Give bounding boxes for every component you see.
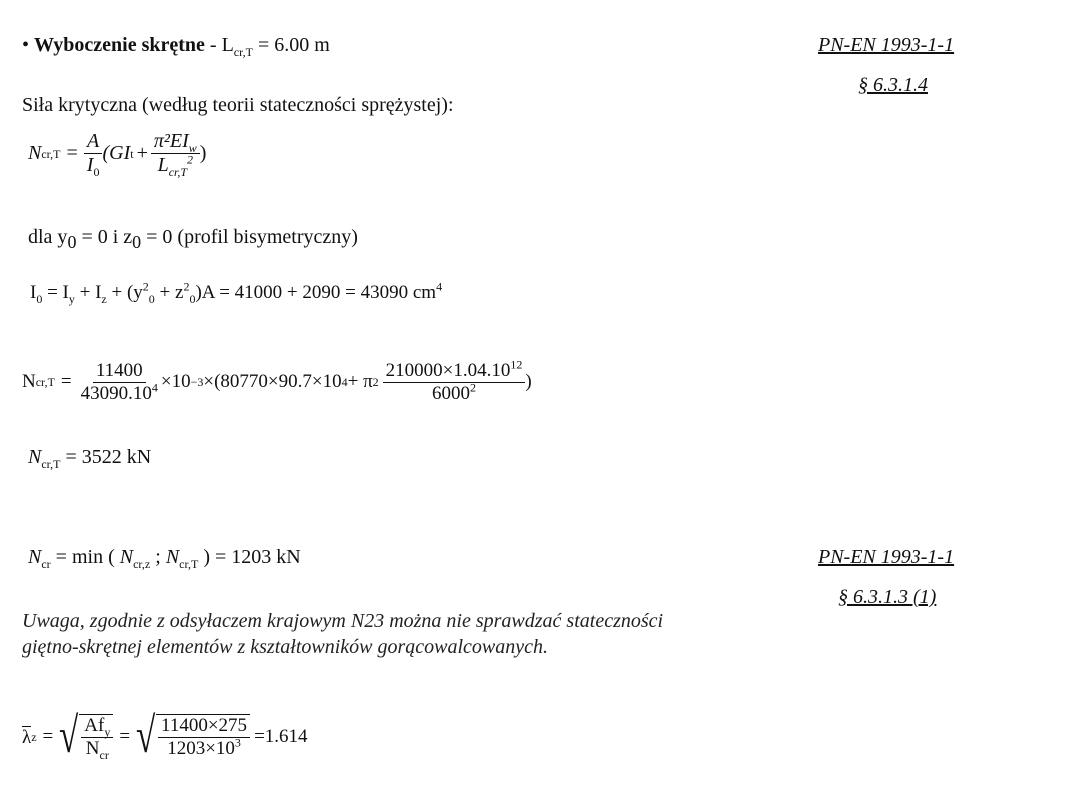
lambda-num-1-sub: y (104, 724, 111, 739)
result2-part-2: ) = 1203 kN (198, 546, 301, 568)
paren-close: ) (199, 142, 207, 164)
lambda-equation: λ z = √ $\frac{Af_y}{N_{cr}}$ = √ $\frac{11400\times 275}{1203\times 10^3}$ =1.614 (22, 707, 308, 763)
lambda-den-1: N (85, 737, 100, 759)
calc-fraction-1 (78, 360, 161, 405)
i0-part-5: )A = 41000 + 2090 = 43090 cm (195, 282, 437, 303)
i0-symbol: I (30, 282, 37, 303)
calc-equals: = (60, 371, 72, 393)
formula-ncrt: N cr,T = $\frac{A}{I_0}$ (GI t + $\frac{\pi^2EI_w}{L_{cr,T}^2}$ ) (28, 130, 207, 179)
result2-n1: N (119, 546, 134, 568)
calc-mid: ×10 (160, 371, 191, 393)
paren-open: (GI (102, 142, 131, 164)
condition-line (28, 226, 358, 252)
length-value: = 6.00 m (252, 34, 330, 56)
i0-sub: 0 (36, 291, 43, 306)
section-heading (22, 34, 330, 57)
calc-num-1: 11400 (93, 360, 146, 383)
reference-clause-2: § 6.3.1.3 (1) (838, 586, 937, 608)
y0-sub: 0 (148, 291, 155, 306)
ncr-min-result (28, 546, 301, 569)
section-title: Wyboczenie skrętne (34, 34, 205, 56)
lambda-eq-2: = (119, 725, 131, 747)
bullet: • (22, 34, 30, 56)
result2-lhs-sub: cr (41, 557, 51, 571)
calc-den-1: 43090.10 (80, 382, 152, 404)
result2-part-1: = min ( (50, 546, 120, 568)
calc-den-2-sup: 2 (470, 380, 477, 395)
lambda-den-1-sub: cr (99, 747, 109, 762)
result1-value: = 3522 kN (60, 446, 152, 468)
z0-sup: 2 (183, 279, 190, 294)
length-symbol: - L (204, 34, 234, 56)
fraction2-num: π²EI (153, 130, 189, 152)
note-line-2: giętno-skrętnej elementów z kształtowników gorącowalcowanych. (22, 636, 549, 658)
ncrt-result (28, 446, 151, 469)
iy-sub: y (68, 291, 75, 306)
lambda-result: =1.614 (254, 725, 308, 747)
result2-n2-sub: cr,T (179, 557, 199, 571)
iz-sub: z (101, 291, 107, 306)
i0-part-4: + z (154, 282, 184, 303)
calc-close: ) (525, 371, 532, 393)
z0-sub: 0 (189, 291, 196, 306)
result2-n1-sub: cr,z (133, 557, 151, 571)
y0-sup: 2 (142, 279, 149, 294)
i0-part-2: + I (74, 282, 102, 303)
length-subscript: cr,T (233, 45, 253, 59)
cond-text-1: dla y (28, 226, 68, 248)
cond-sub-1: 0 (67, 232, 77, 252)
cond-sub-2: 0 (132, 232, 142, 252)
calc-den-1-sup: 4 (151, 380, 158, 395)
plus: + (136, 142, 148, 164)
lambda-den-2-sup: 3 (234, 735, 241, 750)
sqrt-symbolic (59, 707, 113, 763)
result2-n2: N (165, 546, 180, 568)
note-line-1: Uwaga, zgodnie z odsyłaczem krajowym N23 można nie sprawdzać stateczności (22, 610, 664, 632)
reference-standard-2: PN-EN 1993-1-1 (818, 546, 955, 568)
calc-den-2: 6000 (432, 382, 471, 404)
cond-text-3: = 0 (profil bisymetryczny) (141, 226, 358, 248)
subtitle: Siła krytyczna (według teorii stateczności sprężystej): (22, 94, 454, 116)
lambda-den-2: 1203×10 (167, 737, 235, 759)
ncrt-calculation: N cr,T = $\frac{11400}{43090.10^4}$ ×10 −3 ×(80770×90.7×10 4 + π 2 $\frac{210000\times 1.04.10^{12}}{6000^2}$ ) (22, 357, 532, 404)
reference-standard-1: PN-EN 1993-1-1 (818, 34, 955, 56)
reference-clause-1: § 6.3.1.4 (858, 74, 928, 96)
fraction-warping (151, 130, 200, 177)
fraction-den-sub: 0 (93, 165, 100, 179)
equals: = (66, 142, 78, 164)
fraction-den: I (86, 154, 94, 176)
lambda-num-2: 11400×275 (158, 715, 250, 738)
unit-sup: 4 (436, 279, 443, 294)
formula-lhs: N (28, 142, 42, 164)
radical-icon: √ (59, 707, 79, 763)
calc-mid-2: ×(80770×90.7×10 (203, 371, 342, 393)
fraction2-num-sub: w (188, 141, 197, 155)
calc-fraction-2 (383, 357, 526, 405)
result1-lhs: N (28, 446, 42, 468)
lambda-eq-1: = (42, 725, 54, 747)
i0-part-3: + (y (106, 282, 143, 303)
fraction2-den-sup: 2 (187, 152, 194, 167)
result1-lhs-sub: cr,T (41, 457, 61, 471)
calc-mid-3: + π (347, 371, 373, 393)
result2-lhs: N (28, 546, 42, 568)
lambda-num-1: Af (84, 715, 105, 736)
fraction-a-i0 (84, 130, 103, 177)
lambda-symbol: λ (22, 727, 32, 749)
calc-num-2-sup: 12 (510, 357, 523, 372)
radical-icon: √ (136, 707, 156, 763)
i0-equation (30, 279, 443, 306)
sqrt-numeric (136, 707, 250, 763)
calc-lhs: N (22, 371, 36, 393)
fraction-num: A (84, 130, 102, 154)
cond-text-2: = 0 i z (76, 226, 133, 248)
fraction2-den-sub: cr,T (168, 165, 188, 179)
i0-part-1: = I (42, 282, 69, 303)
result2-sep: ; (150, 546, 166, 568)
calc-num-2: 210000×1.04.10 (385, 360, 511, 381)
fraction2-den: L (157, 154, 169, 176)
